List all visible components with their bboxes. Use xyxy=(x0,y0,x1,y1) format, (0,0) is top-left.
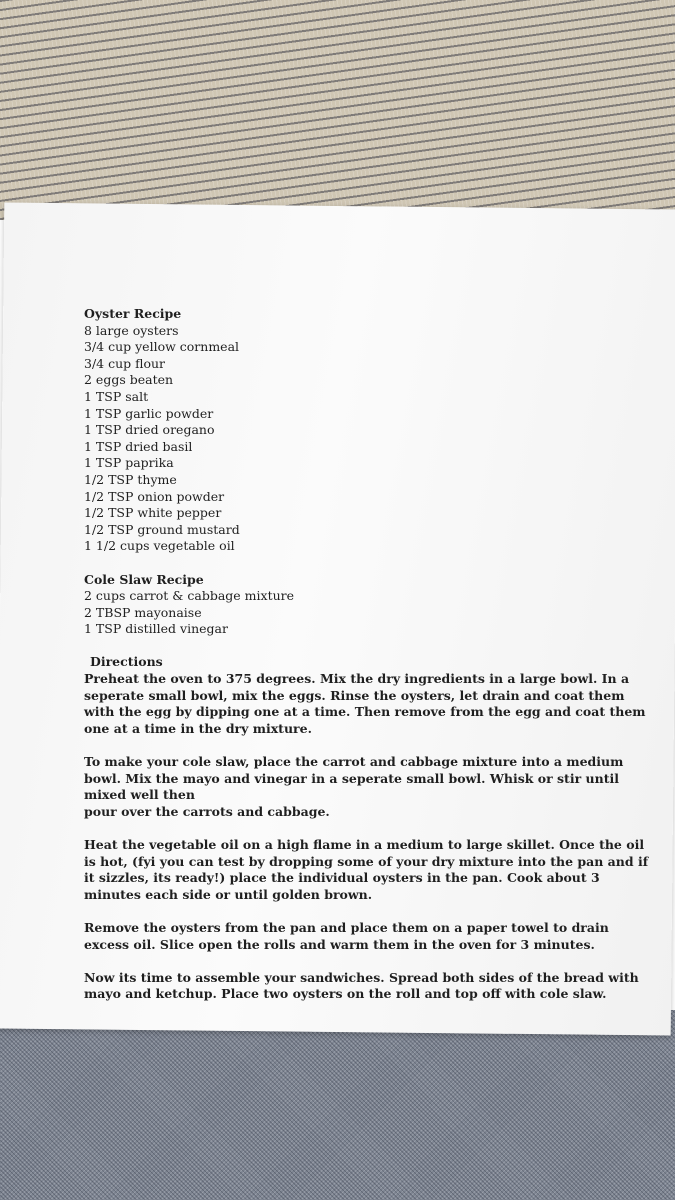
oyster-ingredient: 1 TSP dried oregano xyxy=(84,422,215,438)
oyster-recipe-title: Oyster Recipe xyxy=(84,306,182,321)
striped-fabric-background xyxy=(0,0,675,220)
recipe-content xyxy=(84,306,654,1003)
spacer xyxy=(84,737,654,754)
spacer xyxy=(84,555,654,572)
directions-step-slaw: To make your cole slaw, place the carrot and cabbage mixture into a medium bowl. Mix the mayo and vinegar in a seperate small bowl. Whisk or stir until mixed well then xyxy=(84,754,624,803)
directions-step-oven: Preheat the oven to 375 degrees. Mix the dry ingredients in a large bowl. In a seperate small bowl, mix the eggs. Rinse the oysters, let drain and coat them with the egg by dipping one at a time. Then remove from the egg and coat them one at a time in the dry mixture. xyxy=(84,671,646,736)
oyster-ingredient: 1 TSP paprika xyxy=(84,455,174,471)
spacer xyxy=(84,820,654,837)
spacer xyxy=(84,953,654,970)
denim-fabric-background xyxy=(0,1010,675,1200)
oyster-ingredient: 1 TSP dried basil xyxy=(84,438,193,454)
directions-step-fry: Heat the vegetable oil on a high flame in a medium to large skillet. Once the oil is hot, (fyi you can test by dropping some of your dry mixture into the pan and if it sizzles, its ready!) place the individual oysters in the pan. Cook about 3 minutes each side or until golden brown. xyxy=(84,837,649,902)
oyster-ingredient: 3/4 cup yellow cornmeal xyxy=(84,339,240,355)
oyster-ingredient: 1/2 TSP thyme xyxy=(84,471,177,487)
cole-slaw-recipe-title: Cole Slaw Recipe xyxy=(84,571,204,587)
oyster-ingredient: 1/2 TSP white pepper xyxy=(84,505,222,521)
oyster-ingredient: 1 1/2 cups vegetable oil xyxy=(84,538,235,554)
directions-section xyxy=(84,654,654,671)
directions-step-drain: Remove the oysters from the pan and place them on a paper towel to drain excess oil. Slice open the rolls and warm them in the oven for 3 minutes. xyxy=(84,919,609,952)
directions-title: Directions xyxy=(90,654,163,670)
slaw-ingredient: 1 TSP distilled vinegar xyxy=(84,621,228,637)
oyster-ingredient: 1 TSP garlic powder xyxy=(84,405,214,421)
oyster-ingredient: 8 large oysters xyxy=(84,322,179,338)
directions-step-assemble: Now its time to assemble your sandwiches. Spread both sides of the bread with mayo and ketchup. Place two oysters on the roll and top off with cole slaw. xyxy=(84,969,639,1002)
spacer xyxy=(84,903,654,920)
directions-step-slaw-cont: pour over the carrots and cabbage. xyxy=(84,803,330,819)
slaw-ingredient: 2 cups carrot & cabbage mixture xyxy=(84,588,295,604)
oyster-ingredient: 2 eggs beaten xyxy=(84,372,174,388)
spacer xyxy=(84,638,654,655)
oyster-ingredient: 3/4 cup flour xyxy=(84,355,166,371)
oyster-ingredient: 1/2 TSP ground mustard xyxy=(84,521,240,537)
oyster-ingredient: 1 TSP salt xyxy=(84,388,149,404)
oyster-ingredient: 1/2 TSP onion powder xyxy=(84,488,225,504)
slaw-ingredient: 2 TBSP mayonaise xyxy=(84,604,202,620)
